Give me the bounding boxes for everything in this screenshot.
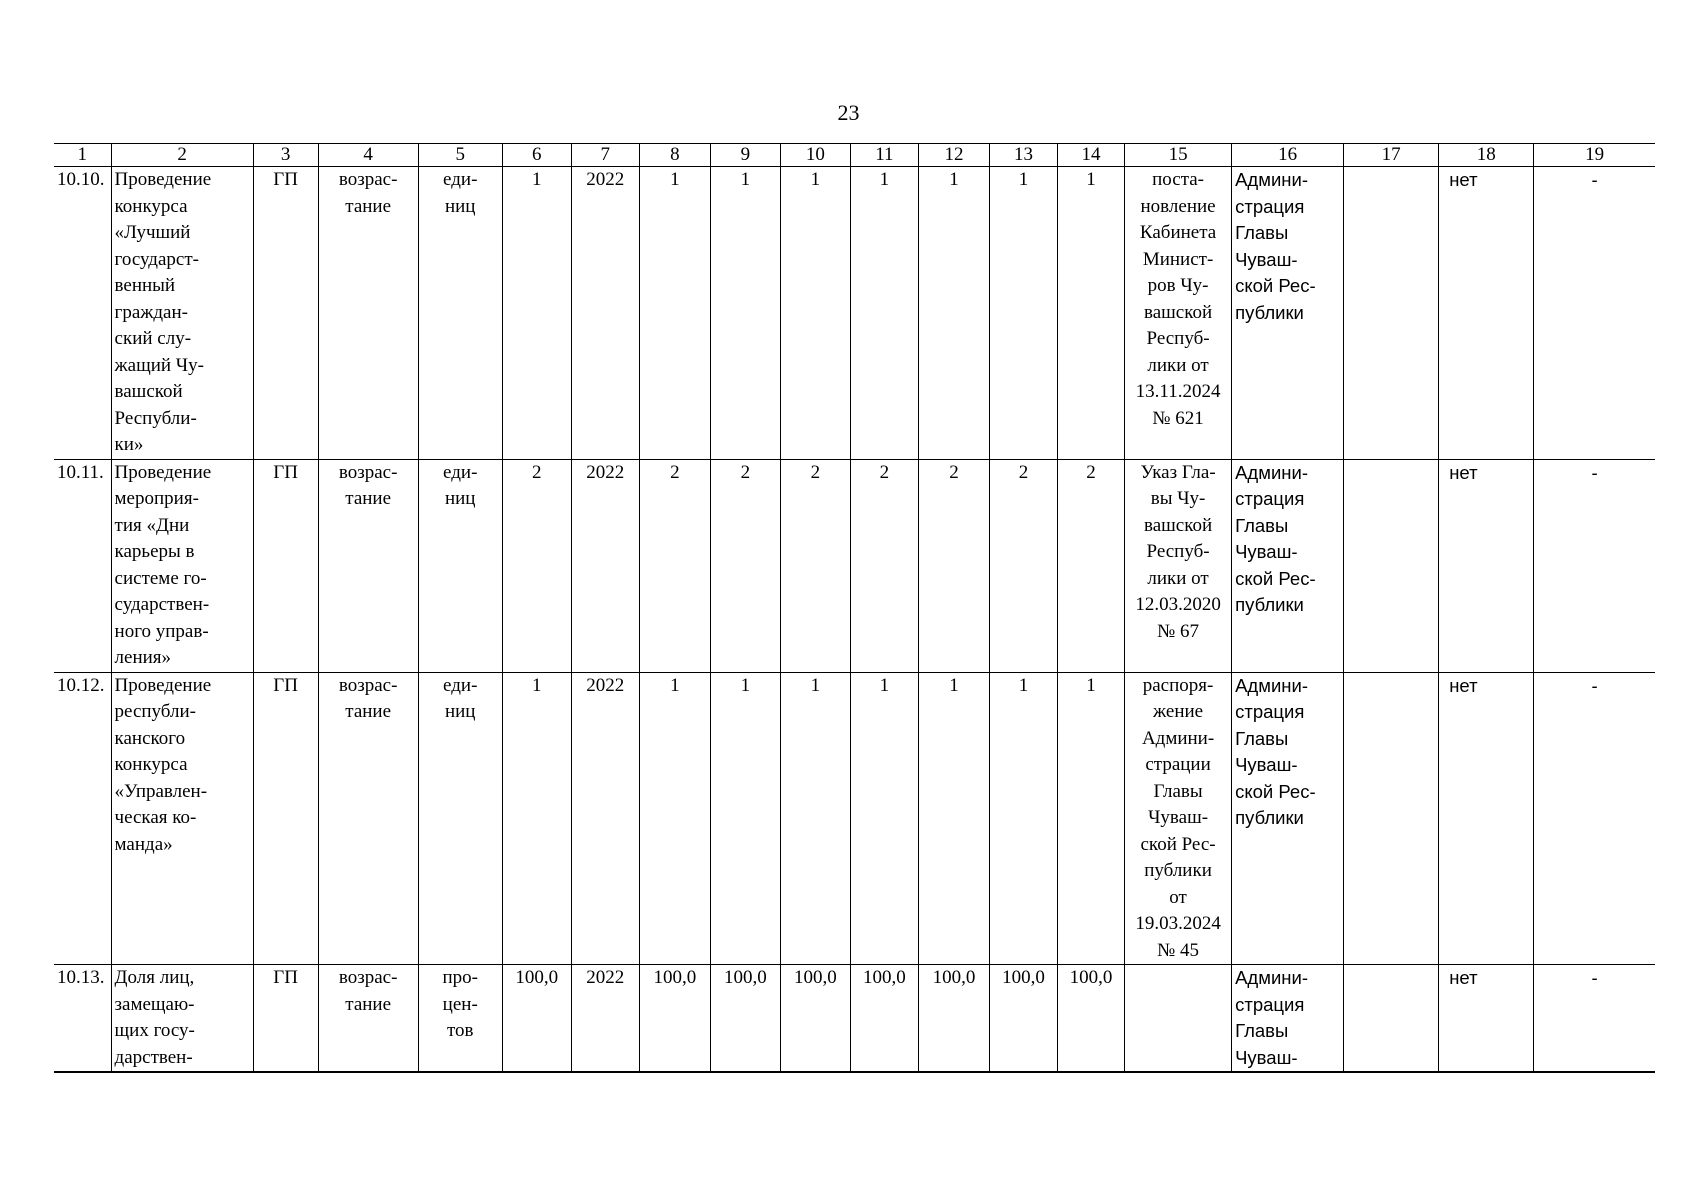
- indicator-name-line: государст-: [114, 248, 199, 270]
- value-v13: 1: [989, 167, 1057, 460]
- value-v9: 2: [710, 459, 780, 672]
- column-number-8: 8: [639, 144, 710, 167]
- legal-document-line: № 45: [1157, 939, 1199, 961]
- responsible-org-line: публики: [1235, 807, 1304, 828]
- legal-document-line: вашской: [1143, 301, 1213, 323]
- value-v9: 100,0: [710, 965, 780, 1073]
- indicator-name-line: ного управ-: [114, 620, 209, 642]
- base-value: 1: [502, 672, 571, 965]
- legal-document-line: Респуб-: [1146, 328, 1210, 349]
- responsible-org-line: ской Рес-: [1235, 275, 1316, 296]
- table-row: [54, 965, 1655, 1073]
- responsible-org-line: ской Рес-: [1235, 780, 1316, 802]
- table-body: [54, 144, 1655, 1073]
- unit-line: про-: [442, 967, 478, 988]
- trend-line: возрас-: [338, 674, 398, 696]
- indicator-name-line: Проведение: [114, 674, 212, 696]
- indicator-name-line: Доля лиц,: [114, 967, 195, 988]
- base-year: 2022: [571, 459, 639, 672]
- trend-line: тание: [345, 195, 392, 217]
- legal-document-line: от: [1169, 886, 1187, 908]
- value-v9: 1: [710, 167, 780, 460]
- indicator-name-line: ческая ко-: [114, 807, 197, 828]
- indicator-name-line: конкурса: [114, 754, 188, 775]
- responsible-org: [1232, 167, 1344, 460]
- unit-line: тов: [446, 1020, 474, 1041]
- value-v10: 1: [780, 167, 850, 460]
- column-19: -: [1534, 672, 1655, 965]
- responsible-org-line: Админи-: [1235, 169, 1308, 190]
- legal-document-line: 13.11.2024: [1135, 381, 1221, 402]
- base-value: 100,0: [502, 965, 571, 1073]
- legal-document-line: Респуб-: [1146, 541, 1210, 562]
- legal-document-line: № 67: [1157, 620, 1199, 642]
- column-number-13: 13: [989, 144, 1057, 167]
- indicator-name: [111, 459, 253, 672]
- column-number-18: 18: [1439, 144, 1534, 167]
- responsible-org-line: Главы: [1235, 727, 1289, 749]
- unit-line: еди-: [443, 169, 478, 190]
- legal-document-line: лики от: [1147, 354, 1209, 376]
- column-number-4: 4: [318, 144, 418, 167]
- trend-line: возрас-: [338, 461, 398, 483]
- base-year: 2022: [571, 167, 639, 460]
- row-number: 10.11.: [54, 459, 111, 672]
- responsible-org-line: Чуваш-: [1235, 754, 1298, 775]
- column-18: нет: [1439, 965, 1534, 1073]
- legal-document-line: 12.03.2020: [1135, 594, 1221, 615]
- legal-document-line: Кабинета: [1139, 222, 1217, 243]
- indicator-name-line: замещаю-: [114, 993, 195, 1015]
- program-type: ГП: [253, 459, 318, 672]
- responsible-org-line: Чуваш-: [1235, 541, 1298, 562]
- legal-document: [1125, 965, 1232, 1073]
- value-v12: 100,0: [918, 965, 989, 1073]
- value-v12: 1: [918, 672, 989, 965]
- trend-line: возрас-: [338, 169, 398, 190]
- program-type: ГП: [253, 672, 318, 965]
- indicator-name-line: Республи-: [114, 407, 197, 429]
- responsible-org-line: страция: [1235, 488, 1305, 509]
- program-type: ГП: [253, 965, 318, 1073]
- value-v11: 1: [850, 672, 918, 965]
- trend-line: тание: [345, 701, 392, 722]
- unit: [418, 459, 502, 672]
- legal-document-line: вы Чу-: [1150, 488, 1206, 509]
- value-v14: 1: [1058, 672, 1125, 965]
- column-19: -: [1534, 459, 1655, 672]
- legal-document-line: 19.03.2024: [1135, 913, 1221, 934]
- table-row: [54, 459, 1655, 672]
- indicator-name-line: граждан-: [114, 301, 188, 323]
- responsible-org-line: Чуваш-: [1235, 1046, 1298, 1068]
- legal-document-line: вашской: [1143, 514, 1213, 536]
- indicator-name-line: республи-: [114, 701, 196, 722]
- responsible-org-line: ской Рес-: [1235, 567, 1316, 589]
- column-number-row: [54, 144, 1655, 167]
- unit: [418, 965, 502, 1073]
- indicator-name: [111, 167, 253, 460]
- legal-document-line: распоря-: [1142, 674, 1214, 696]
- base-year: 2022: [571, 672, 639, 965]
- indicator-name-line: тия «Дни: [114, 514, 190, 536]
- responsible-org-line: Админи-: [1235, 967, 1308, 988]
- legal-document-line: новление: [1140, 195, 1216, 217]
- responsible-org-line: Чуваш-: [1235, 248, 1298, 270]
- column-17: [1344, 459, 1439, 672]
- indicator-name: [111, 965, 253, 1073]
- value-v8: 2: [639, 459, 710, 672]
- value-v12: 1: [918, 167, 989, 460]
- unit: [418, 672, 502, 965]
- value-v10: 2: [780, 459, 850, 672]
- indicator-name-line: «Лучший: [114, 222, 191, 243]
- column-19: -: [1534, 167, 1655, 460]
- value-v9: 1: [710, 672, 780, 965]
- column-17: [1344, 965, 1439, 1073]
- indicator-name-line: карьеры в: [114, 541, 195, 562]
- indicators-table: [54, 143, 1655, 1073]
- indicator-name-line: ский слу-: [114, 328, 192, 349]
- responsible-org-line: публики: [1235, 594, 1304, 615]
- row-number: 10.13.: [54, 965, 111, 1073]
- base-value: 1: [502, 167, 571, 460]
- indicator-name-line: мероприя-: [114, 488, 199, 509]
- base-value: 2: [502, 459, 571, 672]
- indicator-name-line: системе го-: [114, 567, 207, 589]
- responsible-org-line: Главы: [1235, 514, 1289, 536]
- column-number-1: 1: [54, 144, 111, 167]
- responsible-org-line: Админи-: [1235, 461, 1308, 483]
- responsible-org-line: страция: [1235, 701, 1305, 722]
- legal-document-line: Главы: [1153, 780, 1203, 802]
- program-type: ГП: [253, 167, 318, 460]
- indicator-name-line: конкурса: [114, 195, 188, 217]
- value-v14: 1: [1058, 167, 1125, 460]
- column-number-12: 12: [918, 144, 989, 167]
- indicator-name-line: венный: [114, 275, 176, 296]
- value-v8: 1: [639, 167, 710, 460]
- value-v11: 2: [850, 459, 918, 672]
- value-v13: 100,0: [989, 965, 1057, 1073]
- legal-document-line: № 621: [1152, 407, 1204, 429]
- unit: [418, 167, 502, 460]
- value-v8: 100,0: [639, 965, 710, 1073]
- table-row: [54, 167, 1655, 460]
- legal-document-line: Чуваш-: [1148, 807, 1209, 828]
- indicator-name-line: канского: [114, 727, 186, 749]
- unit-line: еди-: [443, 674, 478, 696]
- column-number-5: 5: [418, 144, 502, 167]
- column-number-9: 9: [710, 144, 780, 167]
- legal-document: [1125, 167, 1232, 460]
- legal-document-line: Минист-: [1142, 248, 1214, 270]
- column-number-19: 19: [1534, 144, 1655, 167]
- indicator-name-line: манда»: [114, 833, 173, 855]
- unit-line: ниц: [444, 488, 476, 509]
- column-19: -: [1534, 965, 1655, 1073]
- page-number: 23: [837, 100, 860, 125]
- value-v10: 100,0: [780, 965, 850, 1073]
- column-number-14: 14: [1058, 144, 1125, 167]
- column-number-16: 16: [1232, 144, 1344, 167]
- indicator-name-line: вашской: [114, 381, 183, 402]
- responsible-org-line: Главы: [1235, 222, 1289, 243]
- legal-document-line: публики: [1144, 860, 1212, 881]
- value-v12: 2: [918, 459, 989, 672]
- unit-line: еди-: [443, 461, 478, 483]
- column-number-3: 3: [253, 144, 318, 167]
- value-v11: 1: [850, 167, 918, 460]
- value-v10: 1: [780, 672, 850, 965]
- base-year: 2022: [571, 965, 639, 1073]
- indicator-name-line: щих госу-: [114, 1020, 195, 1041]
- value-v11: 100,0: [850, 965, 918, 1073]
- value-v14: 100,0: [1058, 965, 1125, 1073]
- indicator-name-line: ления»: [114, 647, 172, 668]
- row-number: 10.12.: [54, 672, 111, 965]
- trend: [318, 167, 418, 460]
- legal-document-line: Админи-: [1141, 727, 1215, 749]
- column-17: [1344, 167, 1439, 460]
- column-number-10: 10: [780, 144, 850, 167]
- responsible-org-line: Главы: [1235, 1020, 1289, 1041]
- legal-document-line: поста-: [1152, 169, 1204, 190]
- column-18: нет: [1439, 459, 1534, 672]
- responsible-org-line: страция: [1235, 993, 1305, 1015]
- responsible-org: [1232, 459, 1344, 672]
- column-number-17: 17: [1344, 144, 1439, 167]
- indicator-name-line: Проведение: [114, 169, 212, 190]
- value-v13: 1: [989, 672, 1057, 965]
- indicator-name-line: дарствен-: [114, 1046, 193, 1068]
- legal-document-line: Указ Гла-: [1140, 461, 1216, 483]
- indicator-name: [111, 672, 253, 965]
- legal-document-line: лики от: [1147, 567, 1209, 589]
- trend: [318, 459, 418, 672]
- trend-line: возрас-: [338, 967, 398, 988]
- legal-document-line: жение: [1153, 701, 1204, 722]
- trend-line: тание: [345, 993, 392, 1015]
- legal-document-line: ской Рес-: [1140, 833, 1216, 855]
- value-v13: 2: [989, 459, 1057, 672]
- row-number: 10.10.: [54, 167, 111, 460]
- value-v8: 1: [639, 672, 710, 965]
- responsible-org-line: публики: [1235, 301, 1304, 323]
- table-row: [54, 672, 1655, 965]
- column-18: нет: [1439, 167, 1534, 460]
- column-number-6: 6: [502, 144, 571, 167]
- trend: [318, 672, 418, 965]
- column-number-2: 2: [111, 144, 253, 167]
- legal-document: [1125, 459, 1232, 672]
- column-number-7: 7: [571, 144, 639, 167]
- responsible-org: [1232, 672, 1344, 965]
- trend-line: тание: [345, 488, 392, 509]
- indicator-name-line: жащий Чу-: [114, 354, 204, 376]
- column-number-11: 11: [850, 144, 918, 167]
- legal-document-line: ров Чу-: [1147, 275, 1209, 296]
- responsible-org: [1232, 965, 1344, 1073]
- unit-line: ниц: [444, 195, 476, 217]
- value-v14: 2: [1058, 459, 1125, 672]
- column-17: [1344, 672, 1439, 965]
- column-18: нет: [1439, 672, 1534, 965]
- trend: [318, 965, 418, 1073]
- legal-document-line: страции: [1145, 754, 1211, 775]
- column-number-15: 15: [1125, 144, 1232, 167]
- responsible-org-line: страция: [1235, 195, 1305, 217]
- legal-document: [1125, 672, 1232, 965]
- indicator-name-line: «Управлен-: [114, 780, 208, 802]
- indicator-name-line: сударствен-: [114, 594, 210, 615]
- indicator-name-line: Проведение: [114, 461, 212, 483]
- unit-line: ниц: [444, 701, 476, 722]
- indicator-name-line: ки»: [114, 434, 144, 455]
- responsible-org-line: Админи-: [1235, 674, 1308, 696]
- unit-line: цен-: [442, 993, 478, 1015]
